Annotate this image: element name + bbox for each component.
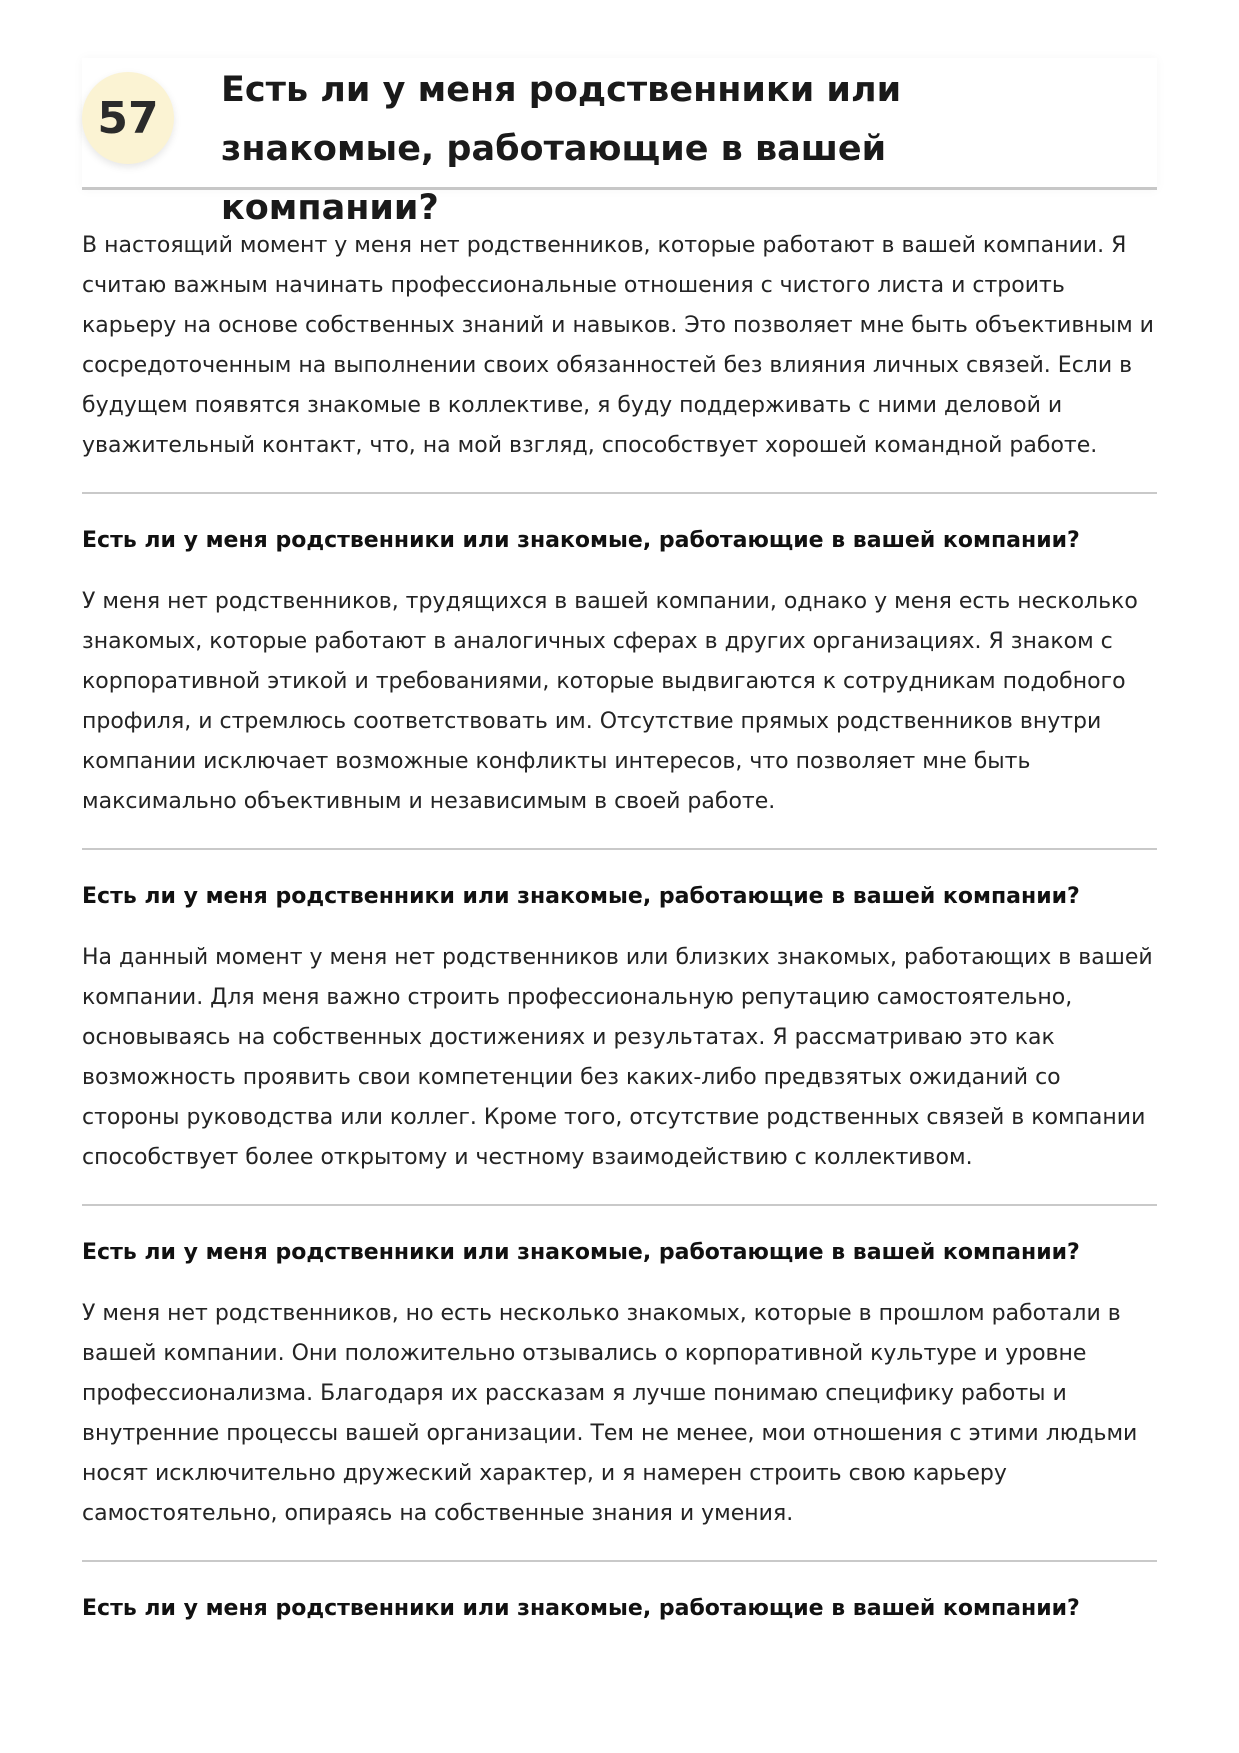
- document-page: [0, 58, 1239, 1753]
- section-divider: [82, 1204, 1157, 1206]
- intro-answer: В настоящий момент у меня нет родственников, которые работают в вашей компании. Я считаю важным начинать профессиональные отношения с чистого листа и строить карьеру на основе собственных знаний и навыков. Это позволяет мне быть объективным и сосредоточенным на выполнении своих обязанностей без влияния личных связей. Если в будущем появятся знакомые в коллективе, я буду поддерживать с ними деловой и уважительный контакт, что, на мой взгляд, способствует хорошей командной работе.: [82, 233, 1154, 458]
- section-divider: [82, 492, 1157, 494]
- block-question: Есть ли у меня родственники или знакомые, работающие в вашей компании?: [82, 1596, 1080, 1621]
- page-title: Есть ли у меня родственники или знакомые, работающие в вашей компании?: [221, 70, 902, 228]
- block-answer: У меня нет родственников, но есть несколько знакомых, которые в прошлом работали в вашей компании. Они положительно отзывались о корпоративной культуре и уровне профессионализма. Благодаря их рассказам я лучше понимаю специфику работы и внутренние процессы вашей организации. Тем не менее, мои отношения с этими людьми носят исключительно дружеский характер, и я намерен строить свою карьеру самостоятельно, опираясь на собственные знания и умения.: [82, 1301, 1138, 1526]
- question-number-badge: 57: [82, 72, 174, 164]
- section-divider: [82, 1560, 1157, 1562]
- section-divider: [82, 848, 1157, 850]
- block-answer: На данный момент у меня нет родственников или близких знакомых, работающих в вашей компании. Для меня важно строить профессиональную репутацию самостоятельно, основываясь на собственных достижениях и результатах. Я рассматриваю это как возможность проявить свои компетенции без каких-либо предвзятых ожиданий со стороны руководства или коллег. Кроме того, отсутствие родственных связей в компании способствует более открытому и честному взаимодействию с коллективом.: [82, 945, 1153, 1170]
- question-header: [82, 58, 1157, 228]
- block-question: Есть ли у меня родственники или знакомые, работающие в вашей компании?: [82, 1240, 1080, 1265]
- block-answer: У меня нет родственников, трудящихся в вашей компании, однако у меня есть несколько знакомых, которые работают в аналогичных сферах в других организациях. Я знаком с корпоративной этикой и требованиями, которые выдвигаются к сотрудникам подобного профиля, и стремлюсь соответствовать им. Отсутствие прямых родственников внутри компании исключает возможные конфликты интересов, что позволяет мне быть максимально объективным и независимым в своей работе.: [82, 589, 1138, 814]
- block-question: Есть ли у меня родственники или знакомые, работающие в вашей компании?: [82, 884, 1080, 909]
- block-question: Есть ли у меня родственники или знакомые, работающие в вашей компании?: [82, 528, 1080, 553]
